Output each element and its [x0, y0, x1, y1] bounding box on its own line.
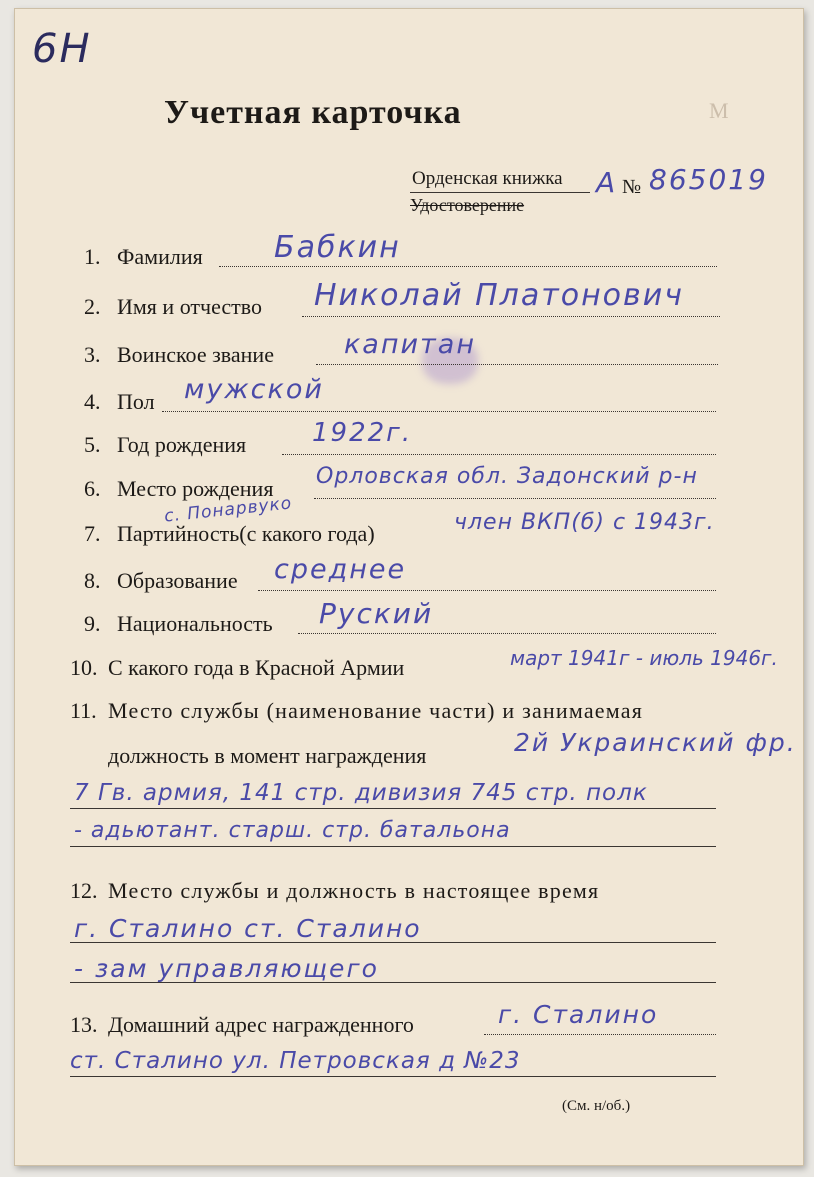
field-7-num: 7. — [84, 521, 101, 546]
field-13-value: г. Сталино — [498, 1000, 659, 1029]
field-13-label: Домашний адрес награжденного — [108, 1012, 414, 1037]
field-5-num: 5. — [84, 432, 101, 457]
order-book-underline — [410, 192, 590, 193]
field-9-value: Руский — [319, 597, 434, 630]
order-book-series: А — [596, 166, 618, 199]
field-6-line — [314, 498, 716, 499]
field-3-line — [316, 364, 718, 365]
field-9-label: Национальность — [117, 611, 273, 636]
field-8-label: Образование — [117, 568, 238, 593]
award-record-card — [14, 8, 804, 1166]
field-1-value: Бабкин — [274, 230, 401, 265]
field-3-value: капитан — [344, 329, 476, 360]
field-2-num: 2. — [84, 294, 101, 319]
field-9-line — [298, 633, 716, 634]
field-11-line-2: 7 Гв. армия, 141 стр. дивизия 745 стр. полк — [74, 780, 648, 806]
field-13-line — [484, 1034, 716, 1035]
field-13-line-2: ст. Сталино ул. Петровская д №23 — [70, 1048, 521, 1074]
field-12-rule-1 — [70, 942, 716, 943]
field-13-num: 13. — [70, 1012, 98, 1037]
field-11-label-2: должность в момент награждения — [108, 743, 427, 768]
field-5-line — [282, 454, 716, 455]
order-book-label: Орденская книжка — [412, 168, 563, 189]
field-7-value: член ВКП(б) с 1943г. — [454, 510, 715, 535]
order-book-number: 865019 — [649, 163, 768, 196]
footnote: (См. н/об.) — [562, 1098, 631, 1114]
field-11-line-3: - адьютант. старш. стр. батальона — [74, 818, 511, 843]
field-12-rule-2 — [70, 982, 716, 983]
field-10-num: 10. — [70, 655, 98, 680]
field-11-rule-3 — [70, 846, 716, 847]
field-10-value: март 1941г - июль 1946г. — [510, 646, 778, 670]
field-1-line — [219, 266, 717, 267]
number-label: № — [622, 176, 642, 198]
field-4-line — [162, 411, 716, 412]
field-4-value: мужской — [184, 374, 324, 405]
field-6-value: Орловская обл. Задонский р-н — [316, 464, 698, 489]
corner-handwritten-mark: 6Н — [32, 26, 92, 72]
field-11-label: Место службы (наименование части) и занимаемая — [108, 698, 644, 723]
field-2-line — [302, 316, 720, 317]
field-5-value: 1922г. — [312, 418, 413, 448]
field-4-label: Пол — [117, 389, 155, 414]
field-1-label: Фамилия — [117, 244, 203, 269]
field-12-num: 12. — [70, 878, 98, 903]
field-12-line-2: - зам управляющего — [74, 954, 379, 983]
field-12-label: Место службы и должность в настоящее время — [108, 878, 600, 903]
field-9-num: 9. — [84, 611, 101, 636]
bleed-through-text: М — [709, 98, 729, 123]
field-12-line-1: г. Сталино ст. Сталино — [74, 914, 422, 943]
field-8-value: среднее — [274, 554, 407, 585]
field-11-rule-2 — [70, 808, 716, 809]
field-13-rule-2 — [70, 1076, 716, 1077]
field-1-num: 1. — [84, 244, 101, 269]
field-10-label: С какого года в Красной Армии — [108, 655, 405, 680]
field-6-num: 6. — [84, 476, 101, 501]
field-7-label: Партийность(с какого года) — [117, 521, 375, 546]
field-8-line — [258, 590, 716, 591]
field-3-num: 3. — [84, 342, 101, 367]
field-3-label: Воинское звание — [117, 342, 274, 367]
field-11-value: 2й Украинский фр. — [514, 728, 797, 757]
field-4-num: 4. — [84, 389, 101, 414]
field-2-value: Николай Платонович — [314, 278, 684, 313]
field-6-label: Место рождения — [117, 476, 274, 501]
field-8-num: 8. — [84, 568, 101, 593]
field-2-label: Имя и отчество — [117, 294, 263, 319]
certificate-label: Удостоверение — [410, 195, 525, 215]
field-6-extra: с. Понарвуко — [163, 493, 294, 527]
field-5-label: Год рождения — [117, 432, 247, 457]
field-11-num: 11. — [70, 698, 97, 723]
card-title: Учетная карточка — [164, 94, 462, 131]
